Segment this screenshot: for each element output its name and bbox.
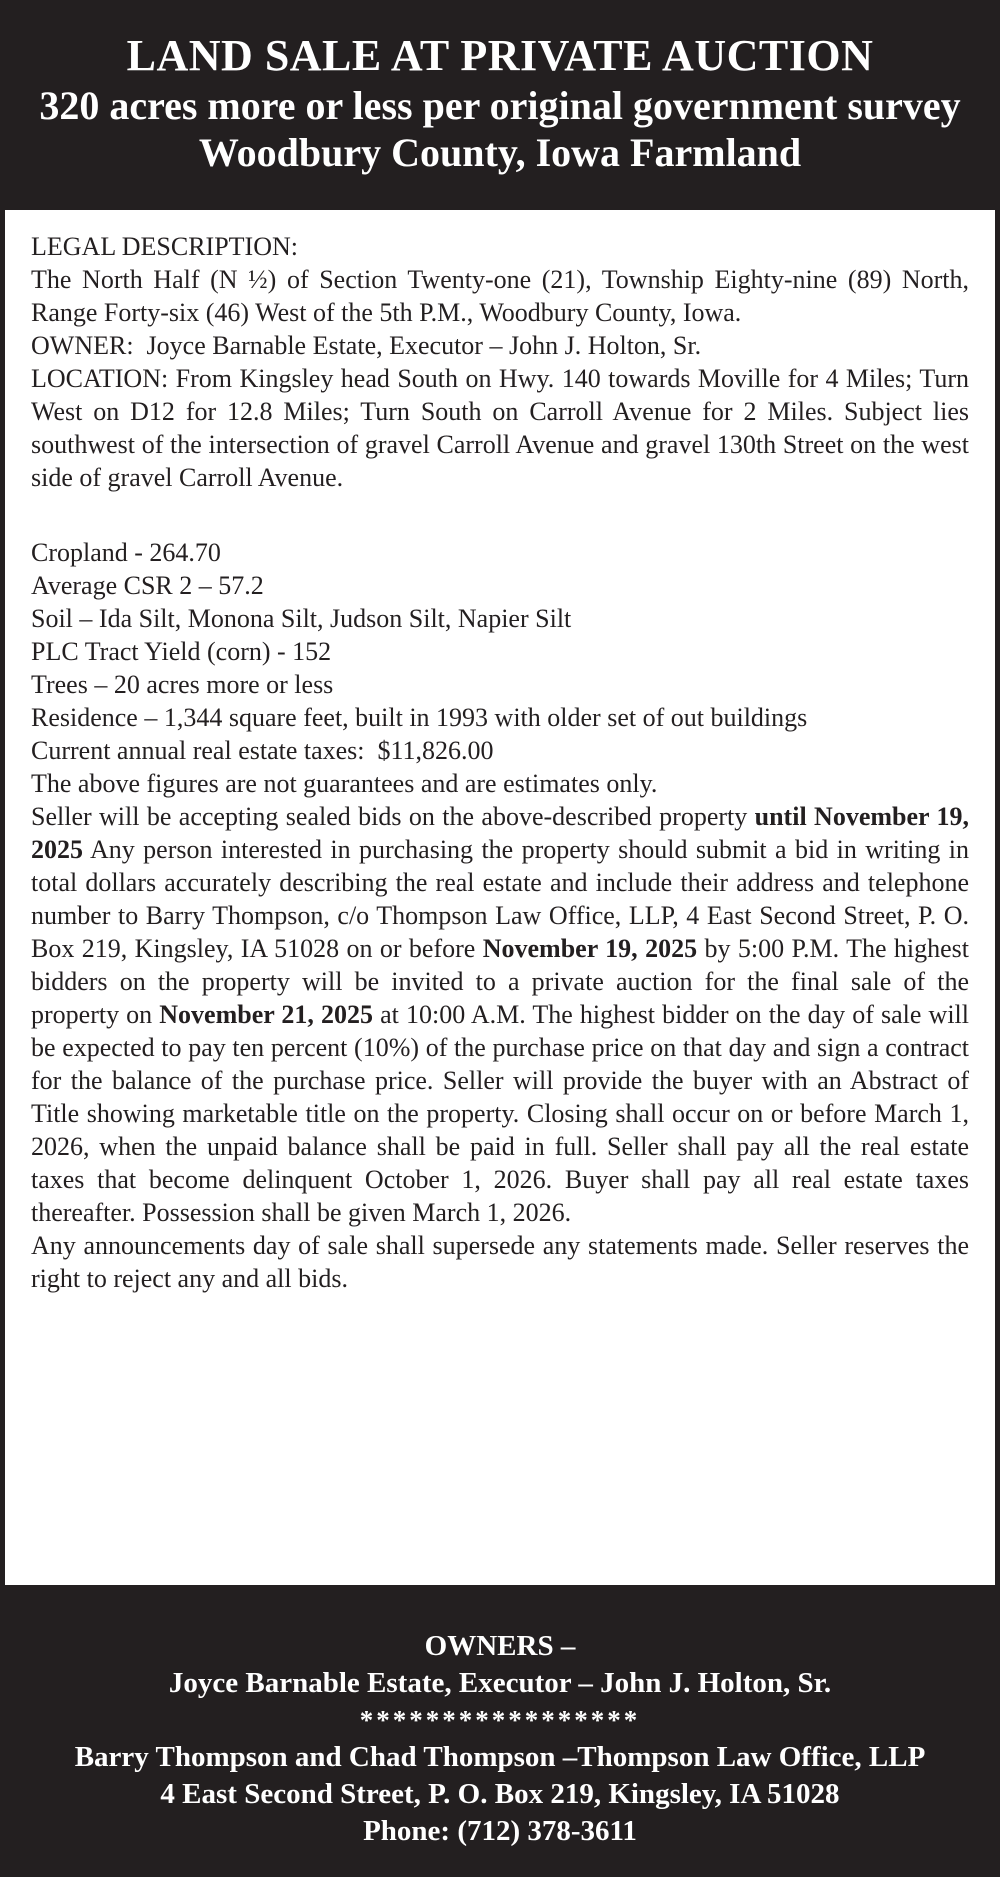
estimates-disclaimer: The above figures are not guarantees and are estimates only. bbox=[31, 769, 658, 798]
owners-label: OWNERS – bbox=[424, 1630, 576, 1662]
owner-line: OWNER: Joyce Barnable Estate, Executor – John J. Holton, Sr. bbox=[31, 331, 702, 360]
terms-text: by 5:00 P.M. The highest bidders on the property will be invited to a private auction for the final sale of the property on bbox=[31, 934, 970, 1029]
fact-residence: Residence – 1,344 square feet, built in 1993 with older set of out buildings bbox=[31, 703, 808, 732]
subtitle-acreage: 320 acres more or less per original government survey bbox=[39, 83, 961, 128]
attorneys-line: Barry Thompson and Chad Thompson –Thompson Law Office, LLP bbox=[74, 1741, 926, 1773]
legal-description-text: The North Half (N ½) of Section Twenty-one (21), Township Eighty-nine (89) North, Range Forty-six (46) West of the 5th P.M., Woodbury County, Iowa. bbox=[31, 265, 969, 327]
location-paragraph: LOCATION: From Kingsley head South on Hwy. 140 towards Moville for 4 Miles; Turn West on D12 for 12.8 Miles; Turn South on Carroll Avenue for 2 Miles. Subject lies southwest of the intersection of gravel Carroll Avenue and gravel 130th Street on the west side of gravel Carroll Avenue. bbox=[31, 364, 969, 492]
subtitle-county: Woodbury County, Iowa Farmland bbox=[198, 130, 802, 175]
bid-due-date-emphasis: November 19, 2025 bbox=[482, 934, 698, 963]
announcements-paragraph: Any announcements day of sale shall supersede any statements made. Seller reserves the right to reject any and all bids. bbox=[31, 1231, 969, 1293]
terms-text: at 10:00 A.M. The highest bidder on the day of sale will be expected to pay ten percent (10%) of the purchase price on that day and sign a contract for the balance of the purchase price. Seller will provide the buyer with an Abstract of Title showing marketable title on the property. Closing shall occur on or before March 1, 2026, when the unpaid balance shall be paid in full. Seller shall pay all the real estate taxes that become delinquent October 1, 2026. Buyer shall pay all real estate taxes thereafter. Possession shall be given March 1, 2026. bbox=[31, 1000, 969, 1227]
fact-cropland: Cropland - 264.70 bbox=[31, 538, 221, 567]
phone-line: Phone: (712) 378-3611 bbox=[363, 1815, 637, 1847]
poster-footer bbox=[0, 1590, 1000, 1877]
property-facts-list bbox=[31, 536, 969, 734]
terms-text: Any person interested in purchasing the property should submit a bid in writing in total dollars accurately describing the real estate and include their address and telephone number to Barry Thompson, c/o Thompson Law Office, LLP, 4 East Second Street, P. O. Box 219, Kingsley, IA 51028 on or before bbox=[31, 835, 969, 963]
notice-body bbox=[0, 206, 1000, 1590]
taxes-line: Current annual real estate taxes: $11,826.00 bbox=[31, 736, 494, 765]
fact-average-csr: Average CSR 2 – 57.2 bbox=[31, 571, 264, 600]
bid-deadline-emphasis: until November 19, 2025 bbox=[31, 802, 969, 864]
legal-description-label: LEGAL DESCRIPTION: bbox=[31, 232, 298, 261]
owners-name: Joyce Barnable Estate, Executor – John J. Holton, Sr. bbox=[168, 1667, 832, 1699]
poster-header bbox=[0, 0, 1000, 206]
fact-plc-tract-yield: PLC Tract Yield (corn) - 152 bbox=[31, 637, 332, 666]
terms-text: Seller will be accepting sealed bids on the above-described property bbox=[31, 802, 755, 831]
auction-title: LAND SALE AT PRIVATE AUCTION bbox=[126, 31, 874, 80]
address-line: 4 East Second Street, P. O. Box 219, Kingsley, IA 51028 bbox=[160, 1778, 840, 1810]
fact-trees: Trees – 20 acres more or less bbox=[31, 670, 334, 699]
bid-terms-paragraph bbox=[31, 800, 969, 1229]
fact-soil-types: Soil – Ida Silt, Monona Silt, Judson Silt, Napier Silt bbox=[31, 604, 572, 633]
asterisk-divider: ***************** bbox=[359, 1705, 641, 1735]
auction-date-emphasis: November 21, 2025 bbox=[159, 1000, 374, 1029]
